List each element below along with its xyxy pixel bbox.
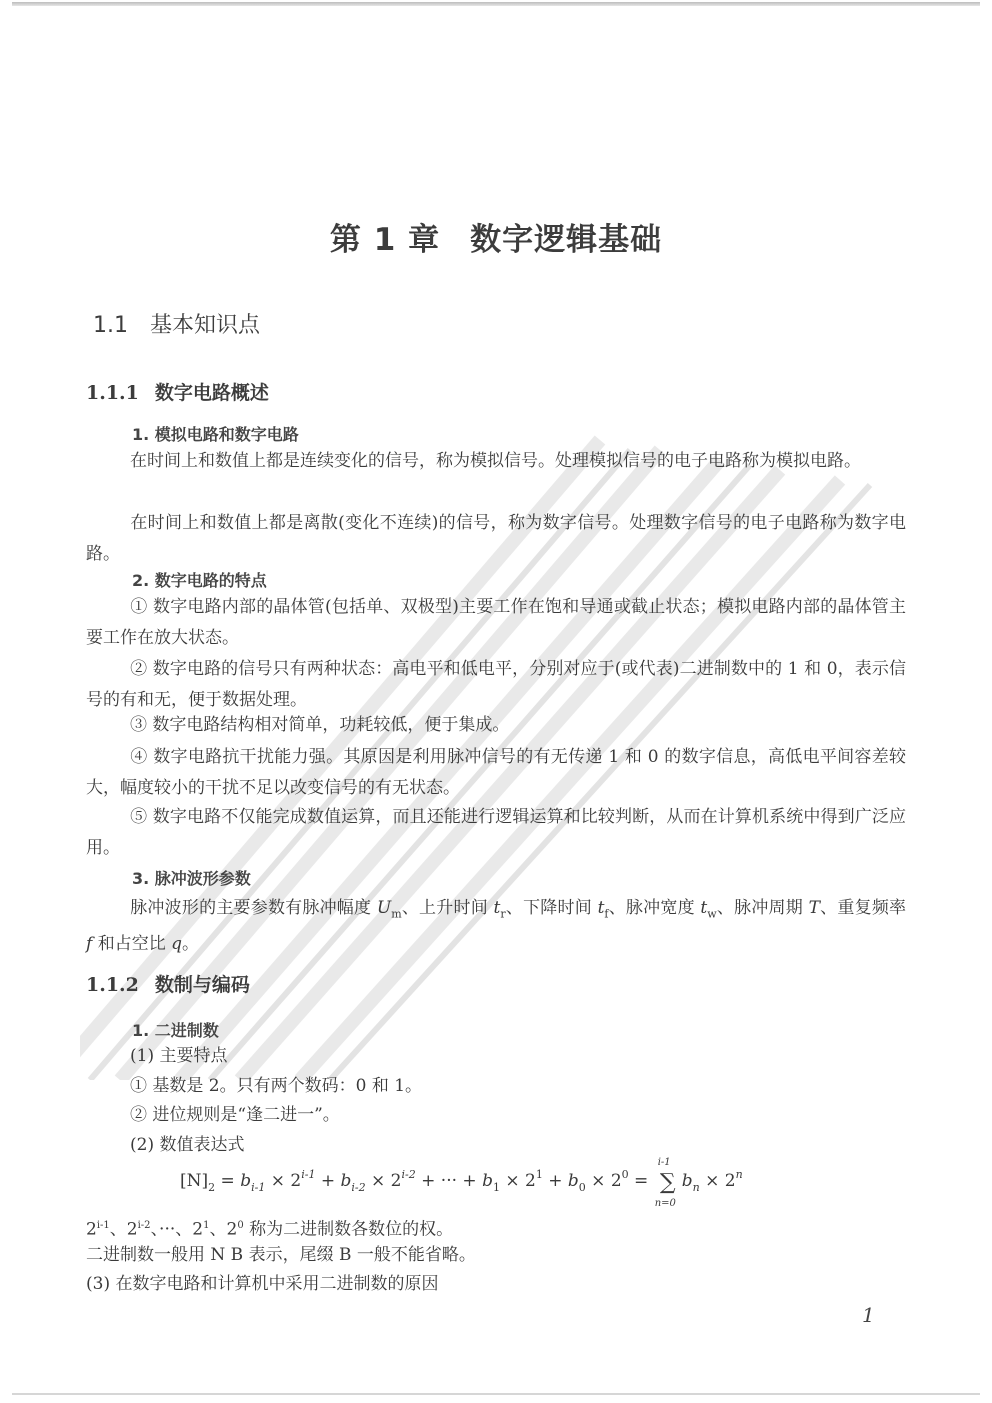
- subsection-title: 数制与编码: [154, 974, 250, 996]
- w-exp: i-2: [137, 1220, 151, 1231]
- sep: 、: [209, 1219, 227, 1240]
- chapter-name: 数字逻辑基础: [470, 222, 663, 258]
- f-part: i-1: [251, 1181, 266, 1194]
- text: 、脉冲周期: [716, 898, 809, 918]
- f-part: 1: [535, 1168, 543, 1181]
- sum-lower: n=0: [654, 1198, 676, 1209]
- f-part: × 2: [699, 1171, 736, 1191]
- paragraph: [86, 802, 906, 864]
- chapter-title: [0, 214, 992, 259]
- f-part: b: [340, 1171, 352, 1191]
- w-exp: i-1: [96, 1220, 110, 1231]
- page-number: 1: [862, 1303, 875, 1327]
- binary-value-formula: [180, 1157, 743, 1209]
- f-part: × 2: [265, 1171, 302, 1191]
- topic-heading: 1. 模拟电路和数字电路: [132, 425, 299, 444]
- var-U: U: [376, 898, 392, 918]
- subsection-title: 数字电路概述: [154, 382, 269, 404]
- f-part: [N]: [180, 1171, 209, 1191]
- text: 、脉冲宽度: [608, 898, 701, 918]
- subsection-heading-1-1-2: [86, 970, 250, 997]
- f-part: + ··· +: [415, 1171, 483, 1191]
- paragraph-text: ③ 数字电路结构相对简单，功耗较低，便于集成。: [130, 715, 510, 735]
- paragraph-text: ② 数字电路的信号只有两种状态：高电平和低电平，分别对应于(或代表)二进制数中的 1 和 0，表示信号的有和无，便于数据处理。: [86, 659, 906, 710]
- sep: 、···、: [150, 1219, 193, 1240]
- f-part: 0: [578, 1181, 586, 1194]
- f-part: +: [542, 1171, 568, 1191]
- paragraph: [86, 742, 906, 804]
- text-line: 二进制数一般用 N B 表示，尾缀 B 一般不能省略。: [86, 1245, 476, 1265]
- sep: 、: [109, 1219, 127, 1240]
- f-part: i-2: [351, 1181, 366, 1194]
- f-part: 1: [492, 1181, 500, 1194]
- f-part: × 2: [365, 1171, 402, 1191]
- w-exp: 0: [237, 1220, 244, 1231]
- f-part: b: [567, 1171, 579, 1191]
- text-line: (3) 在数字电路和计算机中采用二进制数的原因: [86, 1274, 439, 1294]
- var-t: t: [493, 898, 501, 918]
- f-part: n: [735, 1168, 743, 1181]
- f-part: i-1: [301, 1168, 316, 1181]
- paragraph-text: ④ 数字电路抗干扰能力强。其原因是利用脉冲信号的有无传递 1 和 0 的数字信息，高低电平间容差较大，幅度较小的干扰不足以改变信号的有无状态。: [86, 747, 906, 798]
- f-part: =: [215, 1171, 241, 1191]
- var-T: T: [808, 898, 820, 918]
- text: 。: [182, 934, 199, 955]
- paragraph-text: ① 数字电路内部的晶体管(包括单、双极型)主要工作在饱和导通或截止状态；模拟电路内部的晶体管主要工作在放大状态。: [86, 597, 906, 648]
- subsection-heading-1-1-1: [86, 378, 269, 405]
- sub: r: [500, 907, 506, 921]
- paragraph-text: 在时间上和数值上都是连续变化的信号，称为模拟信号。处理模拟信号的电子电路称为模拟电路。: [130, 451, 861, 471]
- topic-heading: 3. 脉冲波形参数: [132, 869, 251, 888]
- paragraph: [86, 654, 906, 716]
- text: 称为二进制数各数位的权。: [243, 1219, 454, 1240]
- w-exp: 1: [203, 1220, 210, 1231]
- subsection-number: 1.1.1: [86, 382, 139, 404]
- f-part: +: [315, 1171, 341, 1191]
- w: 2: [226, 1219, 238, 1240]
- paragraph: [86, 592, 906, 654]
- f-part: × 2: [585, 1171, 622, 1191]
- sub: f: [604, 907, 609, 921]
- f-part: × 2: [499, 1171, 536, 1191]
- text-line: (1) 主要特点: [130, 1046, 228, 1066]
- section-heading: [93, 308, 260, 339]
- f-part: =: [628, 1171, 654, 1191]
- var-q: q: [171, 934, 182, 955]
- paragraph-text: 在时间上和数值上都是离散(变化不连续)的信号，称为数字信号。处理数字信号的电子电路称为数字电路。: [86, 513, 906, 564]
- summation-symbol: [654, 1157, 682, 1209]
- text-line: (2) 数值表达式: [130, 1135, 245, 1155]
- f-part: i-2: [401, 1168, 416, 1181]
- f-part: b: [482, 1171, 493, 1191]
- text: 、重复频率: [819, 898, 907, 918]
- sigma: ∑: [659, 1170, 676, 1195]
- paragraph: [86, 508, 906, 570]
- f-part: b: [681, 1171, 693, 1191]
- w: 2: [86, 1219, 97, 1240]
- w: 2: [126, 1219, 138, 1240]
- section-title: 基本知识点: [150, 313, 261, 338]
- var-f: f: [86, 934, 93, 955]
- paragraph: [86, 446, 906, 477]
- paragraph-text: ⑤ 数字电路不仅能完成数值运算，而且还能进行逻辑运算和比较判断，从而在计算机系统中得到广泛应用。: [86, 807, 906, 858]
- section-number: 1.1: [93, 313, 128, 338]
- subsection-number: 1.1.2: [86, 974, 139, 996]
- pulse-parameters-paragraph: [86, 893, 906, 960]
- text-line: ② 进位规则是“逢二进一”。: [130, 1105, 340, 1125]
- weights-line: [86, 1214, 453, 1242]
- w: 2: [192, 1219, 204, 1240]
- f-part: 2: [208, 1181, 216, 1194]
- paragraph: [86, 710, 906, 741]
- var-t: t: [700, 898, 708, 918]
- sum-upper: i-1: [657, 1157, 671, 1168]
- f-part: 0: [621, 1168, 629, 1181]
- text: 脉冲波形的主要参数有脉冲幅度: [130, 898, 377, 918]
- f-part: b: [240, 1171, 252, 1191]
- chapter-label: 第 1 章: [329, 222, 441, 258]
- text: 、下降时间: [505, 898, 598, 918]
- topic-heading: 2. 数字电路的特点: [132, 571, 267, 590]
- sub: m: [391, 907, 402, 921]
- var-t: t: [597, 898, 605, 918]
- text-line: ① 基数是 2。只有两个数码：0 和 1。: [130, 1076, 423, 1096]
- topic-heading: 1. 二进制数: [132, 1021, 219, 1040]
- sub: w: [707, 907, 717, 921]
- text: 、上升时间: [401, 898, 494, 918]
- f-part: n: [692, 1181, 700, 1194]
- text: 和占空比: [92, 934, 172, 955]
